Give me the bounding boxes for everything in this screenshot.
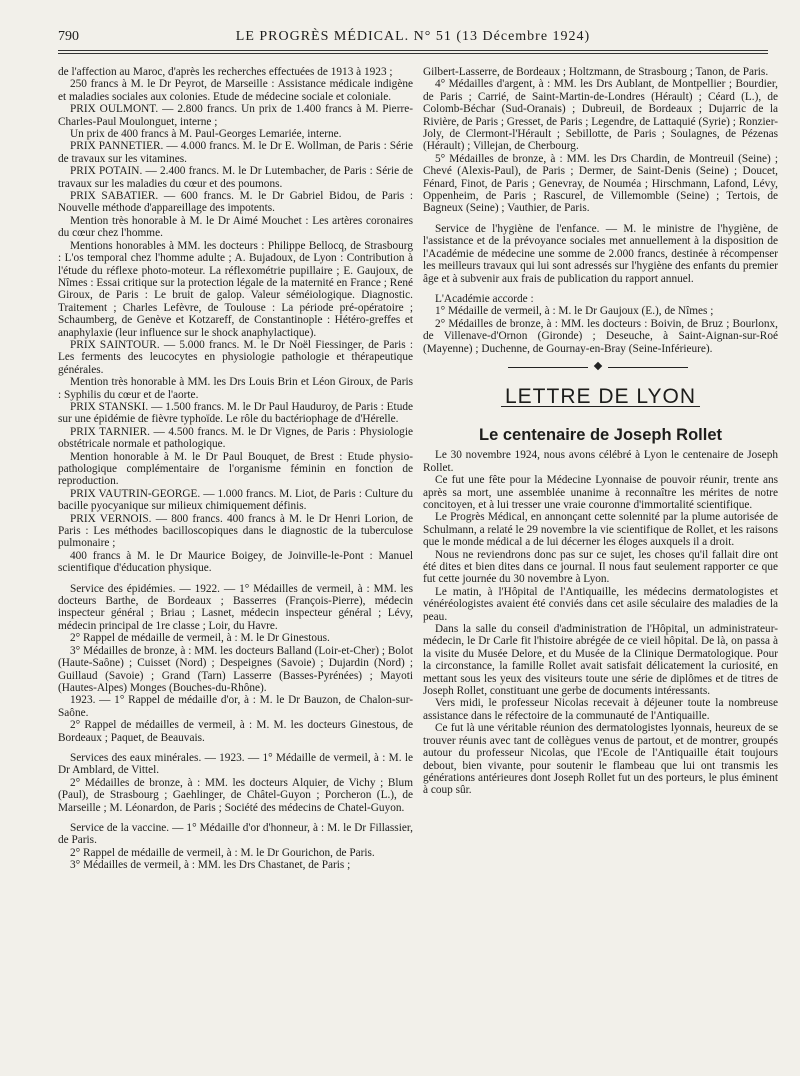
paragraph: 4° Médailles d'argent, à : MM. les Drs Aublant, de Montpellier ; Bourdier, de Paris ; Carrié, de Saint-Martin-de-Londres (Hérault) ; Céard (L.), de Colomb-Béchar (Sud-Oranais) ; Dubreuil, de Bordeaux ; Dujarric de la Rivière, de Paris ; Gresset, de Paris ; Legendre, de Lattaquié (Syrie) ; Ronzier-Joly, de Clermont-l'Hérault ; Sebillotte, de Paris ; Soulagnes, de Pézenas (Hérault) ; Villejan, de Cherbourg. <box>423 78 778 153</box>
header-rule <box>58 50 768 51</box>
running-head: LE PROGRÈS MÉDICAL. N° 51 (13 Décembre 1924) <box>235 29 591 44</box>
paragraph: Mention honorable à M. le Dr Paul Bouquet, de Brest : Etude physio-pathologique complémentaire de l'organisme féminin en fonction de reproduction. <box>58 450 413 488</box>
paragraph: Le matin, à l'Hôpital de l'Antiquaille, les médecins dermatologistes et vénéréologistes avaient été conviés dans cet asile séculaire des maladies de la peau. <box>423 585 778 623</box>
paragraph: Mention très honorable à MM. les Drs Louis Brin et Léon Giroux, de Paris : Syphilis du cœur et de l'aorte. <box>58 376 413 401</box>
paragraph: de l'affection au Maroc, d'après les recherches effectuées de 1913 à 1923 ; <box>58 66 393 78</box>
paragraph: Ce fut une fête pour la Médecine Lyonnaise de pouvoir réunir, trente ans après sa mort, une assemblée unanime à reconnaître les mérites de notre concitoyen, et à lui tresser une vraie couronne d'immortalité scientifique. <box>423 474 778 511</box>
paragraph: 2° Médailles de bronze, à : MM. les docteurs : Boivin, de Bruz ; Bourlonx, de Villenave-d'Ornon (Gironde) ; Deseuche, à Saint-Aignan-sur-Roé (Mayenne) ; Duchenne, de Gournay-en-Bray (Seine-Inférieure). <box>423 317 778 355</box>
paragraph: PRIX VERNOIS. — 800 francs. 400 francs à M. le Dr Henri Lorion, de Paris : Les méthodes bacilloscopiques dans le diagnostic de la tuberculose pulmonaire ; <box>58 512 413 550</box>
right-column <box>423 66 778 1066</box>
paragraph: Services des eaux minérales. — 1923. — 1° Médaille de vermeil, à : M. le Dr Amblard, de Vittel. <box>58 751 413 777</box>
ornament-divider <box>423 359 778 375</box>
article-title: Le centenaire de Joseph Rollet <box>479 425 722 444</box>
paragraph: Nous ne reviendrons donc pas sur ce sujet, les choses qu'il fallait dire ont été dites et bien dites dans ce journal. Il nous faut seulement rapporter ce que fut cette journée du 30 novembre à Lyon. <box>423 548 778 586</box>
paragraph: PRIX VAUTRIN-GEORGE. — 1.000 francs. M. Liot, de Paris : Culture du bacille pyocyanique sur milieux chimiquement définis. <box>58 487 413 513</box>
paragraph: 2° Rappel de médaille de vermeil, à : M. le Dr Ginestous. <box>70 632 330 645</box>
left-column <box>58 66 413 1066</box>
paragraph: Le 30 novembre 1924, nous avons célébré à Lyon le centenaire de Joseph Rollet. <box>423 449 778 474</box>
paragraph: Service de l'hygiène de l'enfance. — M. le ministre de l'hygiène, de l'assistance et de la prévoyance sociales met annuellement à la disposition de l'Académie de médecine une somme de 2.000 francs, destinée à récompenser les meilleurs travaux qui lui sont adressés sur l'hygiène des enfants du premier âge et à subvenir aux frais de publication du rapport annuel. <box>423 222 778 285</box>
paragraph: 2° Rappel de médailles de vermeil, à : M. M. les docteurs Ginestous, de Bordeaux ; Paquet, de Beauvais. <box>58 719 413 744</box>
header-rule-double <box>58 53 768 54</box>
paragraph: 1923. — 1° Rappel de médaille d'or, à : M. le Dr Bauzon, de Chalon-sur-Saône. <box>58 694 413 719</box>
paragraph: PRIX SAINTOUR. — 5.000 francs. M. le Dr Noël Fiessinger, de Paris : Les ferments des leucocytes en physiologie pathologie et thérapeutique générales. <box>58 338 413 376</box>
paragraph: Dans la salle du conseil d'administration de l'Hôpital, un administrateur-médecin, le Dr Carle fit l'histoire abrégée de ce vieil hôpital. De là, on passa à la visite du Musée Delore, et du Musée de la Clinique Dermatologique. Pour la circonstance, la famille Rollet avait satisfait délicatement la curiosité, en mettant sous les yeux des visiteurs toute une série de diplômes et de titres de Joseph Rollet, constituant une gerbe de documents intéressants. <box>423 623 778 698</box>
paragraph: PRIX TARNIER. — 4.500 francs. M. le Dr Vignes, de Paris : Physiologie obstétricale normale et pathologique. <box>58 425 413 451</box>
paragraph: Vers midi, le professeur Nicolas recevait à déjeuner toute la nombreuse assistance dans le réfectoire de la communauté de l'Antiquaille. <box>423 697 778 722</box>
paragraph: PRIX PANNETIER. — 4.000 francs. M. le Dr E. Wollman, de Paris : Série de travaux sur les vitamines. <box>58 140 413 165</box>
paragraph: 2° Rappel de médaille de vermeil, à : M. le Dr Gourichon, de Paris. <box>70 846 375 859</box>
section-heading: LETTRE DE LYON <box>501 391 700 407</box>
paragraph: Mentions honorables à MM. les docteurs : Philippe Bellocq, de Strasbourg : L'os temporal chez l'homme adulte ; A. Bujadoux, de Lyon : Contribution à l'étude du réflexe photo-moteur. La réflexométrie pupillaire ; E. Gaujoux, de Nîmes : Essai critique sur la protection légale de la maternité en France ; René Giroux, de Paris : Le bruit de galop. Valeur séméiologique. Diagnostic. Traitement ; Charles Lefèvre, de Toulouse : La période pré-opératoire ; Schaumberg, de Genève et Kotzareff, de Constantinople : Hétéro-greffes et anaphylaxie (leur influence sur le shock anaphylactique). <box>58 239 413 339</box>
paragraph: Gilbert-Lasserre, de Bordeaux ; Holtzmann, de Strasbourg ; Tanon, de Paris. <box>423 66 769 78</box>
paragraph: Ce fut là une véritable réunion des dermatologistes lyonnais, heureux de se trouver réunis avec tant de collègues venus de partout, et de montrer, groupés autour du professeur Nicolas, que l'Ecole de l'Antiquaille était toujours debout, bien vivante, pour soutenir le flambeau que lui ont transmis les générations antérieures dont Joseph Rollet fut un des porteurs, le plus éminent à coup sûr. <box>423 722 778 797</box>
paragraph: Le Progrès Médical, en annonçant cette solennité par la plume autorisée de Schulmann, a relaté le 29 novembre la vie scientifique de Rollet, et les raisons que le monde médical a de lui décerner les éloges auxquels il a droit. <box>423 511 778 549</box>
paragraph: PRIX POTAIN. — 2.400 francs. M. le Dr Lutembacher, de Paris : Série de travaux sur les maladies du cœur et des poumons. <box>58 165 413 190</box>
section-heading-box <box>423 379 778 419</box>
paragraph: 250 francs à M. le Dr Peyrot, de Marseille : Assistance médicale indigène et maladies sociales aux colonies. Etude de médecine sociale et coloniale. <box>58 78 413 103</box>
paragraph: Service de la vaccine. — 1° Médaille d'or d'honneur, à : M. le Dr Fillassier, de Paris. <box>58 821 413 847</box>
paragraph: PRIX OULMONT. — 2.800 francs. Un prix de 1.400 francs à M. Pierre-Charles-Paul Moulonguet, interne ; <box>58 103 413 128</box>
paragraph: 5° Médailles de bronze, à : MM. les Drs Chardin, de Montreuil (Seine) ; Chevé (Alexis-Paul), de Paris ; Dermer, de Saint-Denis (Seine) ; Doucet, Fénard, Finot, de Paris ; Genevray, de Nouméa ; Hirschmann, Lafond, Lévy, Oppenheim, de Paris ; Rascurel, de Villemomble (Seine) ; Tertois, de Bagneux (Seine) ; Vauthier, de Paris. <box>423 152 778 215</box>
paragraph: 2° Médailles de bronze, à : MM. les docteurs Alquier, de Vichy ; Blum (Paul), de Strasbourg ; Gaehlinger, de Châtel-Guyon ; Porcheron (L.), de Marseille ; M. Léonardon, de Paris ; Société des médecins de Chatel-Guyon. <box>58 776 413 814</box>
paragraph: Mention très honorable à M. le Dr Aimé Mouchet : Les artères coronaires du cœur chez l'homme. <box>58 214 413 240</box>
paragraph: PRIX STANSKI. — 1.500 francs. M. le Dr Paul Hauduroy, de Paris : Etude sur une épidémie de fièvre typhoïde. Le rôle du bactériophage de d'Hérelle. <box>58 400 413 426</box>
paragraph: Service des épidémies. — 1922. — 1° Médailles de vermeil, à : MM. les docteurs Barthe, de Bordeaux ; Basserres (François-Pierre), médecin inspecteur général ; Briau ; Lasnet, médecin inspecteur général ; Lévy, médecin principal de 1re classe ; Loir, du Havre. <box>58 582 413 632</box>
paragraph: L'Académie accorde : <box>435 292 534 305</box>
paragraph: 1° Médaille de vermeil, à : M. le Dr Gaujoux (E.), de Nîmes ; <box>435 305 714 318</box>
paragraph: Un prix de 400 francs à M. Paul-Georges Lemariée, interne. <box>70 128 342 141</box>
paragraph: 400 francs à M. le Dr Maurice Boigey, de Joinville-le-Pont : Manuel scientifique d'éducation physique. <box>58 549 413 575</box>
page-number: 790 <box>58 29 79 44</box>
paragraph: 3° Médailles de bronze, à : MM. les docteurs Balland (Loir-et-Cher) ; Bolot (Haute-Saône) ; Cuisset (Nord) ; Despeignes (Savoie) ; Dujardin (Nord) ; Guillaud (Savoie) ; Grand (Tarn) Lasserre (Basses-Pyrénées) ; Mayoti (Hautes-Alpes) Monges (Bouches-du-Rhône). <box>58 644 413 694</box>
paragraph: PRIX SABATIER. — 600 francs. M. le Dr Gabriel Bidou, de Paris : Nouvelle méthode d'appareillage des impotents. <box>58 190 413 215</box>
paragraph: 3° Médailles de vermeil, à : MM. les Drs Chastanet, de Paris ; <box>70 859 351 872</box>
page-header <box>58 29 768 51</box>
